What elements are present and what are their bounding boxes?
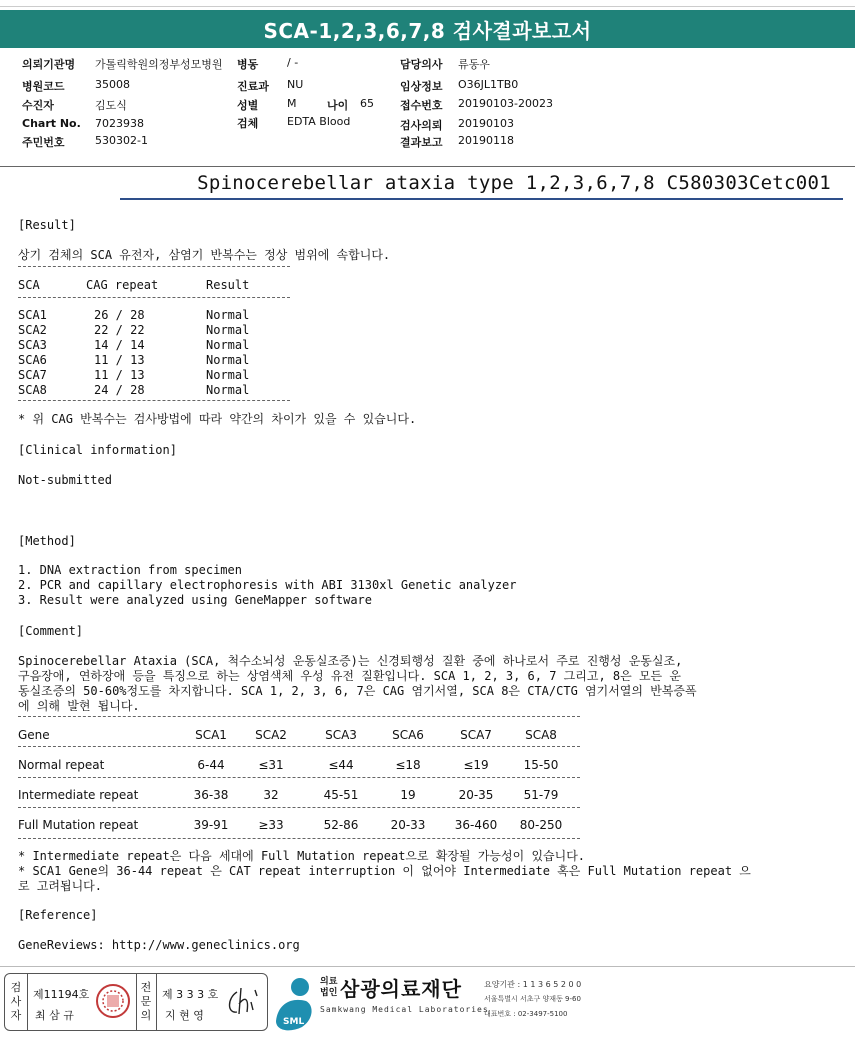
gene-header-cell: SCA7 xyxy=(460,728,492,742)
clinical-text: Not-submitted xyxy=(18,473,112,487)
tester-vertical: 자 xyxy=(10,1009,22,1022)
sca-name: SCA2 xyxy=(18,323,47,337)
hospital-code-label: 병원코드 xyxy=(22,80,65,93)
gene-row-label: Normal repeat xyxy=(18,758,105,772)
divider xyxy=(136,974,137,1030)
age-label: 나이 xyxy=(327,99,349,112)
banner-underline xyxy=(120,198,843,200)
cag-repeat-value: 14 / 14 xyxy=(94,338,145,352)
divider xyxy=(18,266,290,267)
chart-label: Chart No. xyxy=(22,117,81,130)
gene-row-cell: 39-91 xyxy=(193,818,229,832)
org-type-2: 법인 xyxy=(320,988,338,998)
gene-row-cell: 80-250 xyxy=(519,818,563,832)
result-header: [Result] xyxy=(18,218,76,232)
result-status: Normal xyxy=(206,353,250,367)
specimen-value: EDTA Blood xyxy=(287,115,351,128)
gene-row-cell: 36-38 xyxy=(193,788,229,802)
report-title: SCA-1,2,3,6,7,8 검사결과보고서 xyxy=(263,18,592,43)
chart-value: 7023938 xyxy=(95,117,144,130)
gene-header-cell: SCA3 xyxy=(325,728,357,742)
ward-label: 병동 xyxy=(237,58,259,71)
top-rule xyxy=(0,6,855,7)
receipt-label: 접수번호 xyxy=(400,99,443,112)
report-date-value: 20190118 xyxy=(458,134,514,147)
org-phone: 대표번호 : 02-3497-5100 xyxy=(484,1010,568,1018)
gene-row-cell: 51-79 xyxy=(523,788,559,802)
gene-row-label: Full Mutation repeat xyxy=(18,818,139,832)
clinical-value: O36JL1TB0 xyxy=(458,78,519,91)
signature xyxy=(223,984,263,1020)
sml-logo xyxy=(270,975,318,1031)
divider xyxy=(18,838,580,839)
cag-repeat-value: 24 / 28 xyxy=(94,383,145,397)
gene-header-label: Gene xyxy=(18,728,50,742)
method-item: 1. DNA extraction from specimen xyxy=(18,563,242,577)
receipt-value: 20190103-20023 xyxy=(458,97,553,110)
gene-header-cell: SCA2 xyxy=(255,728,287,742)
ward-value: / - xyxy=(287,56,299,69)
org-code: 요양기관 : 1 1 3 6 5 2 0 0 xyxy=(484,980,582,989)
gene-row-label: Intermediate repeat xyxy=(18,788,139,802)
comment-line: 에 의해 발현 됩니다. xyxy=(18,699,140,713)
patient-label: 수진자 xyxy=(22,99,54,112)
seal-stamp xyxy=(93,980,133,1022)
result-note: * 위 CAG 반복수는 검사방법에 따라 약간의 차이가 있을 수 있습니다. xyxy=(18,412,417,426)
result-status: Normal xyxy=(206,368,250,382)
patient-value: 김도식 xyxy=(95,99,127,112)
comment-line: Spinocerebellar Ataxia (SCA, 척수소뇌성 운동실조증)는 신경퇴행성 질환 중에 하나로서 주로 진행성 운동실조, xyxy=(18,654,683,668)
divider xyxy=(18,746,580,747)
divider xyxy=(156,974,157,1030)
gene-row-cell: 6-44 xyxy=(197,758,225,772)
request-value: 20190103 xyxy=(458,117,514,130)
gene-header-cell: SCA8 xyxy=(525,728,557,742)
divider xyxy=(18,777,580,778)
doctor-label: 담당의사 xyxy=(400,58,443,71)
report-title-bar xyxy=(0,10,855,48)
col-sca: SCA xyxy=(18,278,40,292)
cag-repeat-value: 11 / 13 xyxy=(94,368,145,382)
result-status: Normal xyxy=(206,338,250,352)
comment-header: [Comment] xyxy=(18,624,84,638)
divider xyxy=(18,400,290,401)
doctor-vertical: 의 xyxy=(140,1009,152,1022)
gene-row-cell: ≤31 xyxy=(258,758,284,772)
col-result: Result xyxy=(206,278,250,292)
col-cag: CAG repeat xyxy=(86,278,159,292)
gene-row-cell: ≥33 xyxy=(258,818,284,832)
gene-row-cell: 20-35 xyxy=(458,788,494,802)
sex-value: M xyxy=(287,97,297,110)
tester-vertical: 검 xyxy=(10,981,22,994)
id-label: 주민번호 xyxy=(22,136,65,149)
method-item: 3. Result were analyzed using GeneMapper software xyxy=(18,593,373,607)
divider xyxy=(18,807,580,808)
gene-row-cell: 36-460 xyxy=(454,818,498,832)
result-status: Normal xyxy=(206,308,250,322)
test-banner-text: Spinocerebellar ataxia type 1,2,3,6,7,8 C580303Cetc001 xyxy=(197,172,831,194)
cag-repeat-value: 22 / 22 xyxy=(94,323,145,337)
method-header: [Method] xyxy=(18,534,76,548)
dept-label: 진료과 xyxy=(237,80,269,93)
hospital-code-value: 35008 xyxy=(95,78,130,91)
sca-name: SCA3 xyxy=(18,338,47,352)
reference-link[interactable]: GeneReviews: http://www.geneclinics.org xyxy=(18,938,300,952)
gene-row-cell: 45-51 xyxy=(323,788,359,802)
gene-row-cell: 19 xyxy=(400,788,416,802)
specimen-label: 검체 xyxy=(237,117,259,130)
doctor-vertical: 문 xyxy=(140,995,152,1008)
gene-header-cell: SCA6 xyxy=(392,728,424,742)
org-address: 서울특별시 서초구 양재동 9-60 xyxy=(484,995,581,1003)
logo-text: SML xyxy=(283,1017,305,1027)
report-date-label: 결과보고 xyxy=(400,136,443,149)
gene-row-cell: ≤18 xyxy=(395,758,421,772)
doctor-license: 제 3 3 3 호 xyxy=(162,988,219,1001)
tester-license: 제11194호 xyxy=(33,988,90,1001)
gene-row-cell: ≤44 xyxy=(328,758,354,772)
org-type-1: 의료 xyxy=(320,977,338,987)
request-label: 검사의뢰 xyxy=(400,119,443,132)
gene-row-cell: 20-33 xyxy=(390,818,426,832)
institution-label: 의뢰기관명 xyxy=(22,58,76,71)
clinical-label: 임상정보 xyxy=(400,80,443,93)
divider xyxy=(27,974,28,1030)
test-banner xyxy=(0,170,855,200)
result-summary: 상기 검체의 SCA 유전자, 삼염기 반복수는 정상 범위에 속합니다. xyxy=(18,248,391,262)
footer xyxy=(0,966,855,1039)
org-type xyxy=(320,977,337,999)
sca-name: SCA7 xyxy=(18,368,47,382)
result-status: Normal xyxy=(206,383,250,397)
doctor-name: 지 현 영 xyxy=(165,1009,204,1022)
footnote: * Intermediate repeat은 다음 세대에 Full Mutation repeat으로 확장될 가능성이 있습니다. xyxy=(18,849,586,863)
age-value: 65 xyxy=(360,97,374,110)
cag-repeat-value: 11 / 13 xyxy=(94,353,145,367)
clinical-header: [Clinical information] xyxy=(18,443,177,457)
id-value: 530302-1 xyxy=(95,134,148,147)
doctor-vertical: 전 xyxy=(140,981,152,994)
sca-name: SCA1 xyxy=(18,308,47,322)
signature-box xyxy=(4,973,268,1031)
tester-name: 최 삼 규 xyxy=(35,1009,74,1022)
sca-name: SCA6 xyxy=(18,353,47,367)
result-status: Normal xyxy=(206,323,250,337)
org-name: 삼광의료재단 xyxy=(340,977,462,1001)
footnote: * SCA1 Gene의 36-44 repeat 은 CAT repeat interruption 이 없어야 Intermediate 혹은 Full Mutation repeat 으 xyxy=(18,864,751,878)
sex-label: 성별 xyxy=(237,99,259,112)
doctor-value: 류동우 xyxy=(458,58,490,71)
reference-header: [Reference] xyxy=(18,908,98,922)
divider xyxy=(18,716,580,717)
patient-info-panel xyxy=(0,50,855,167)
sca-name: SCA8 xyxy=(18,383,47,397)
footnote: 로 고려됩니다. xyxy=(18,879,103,893)
gene-row-cell: ≤19 xyxy=(463,758,489,772)
dept-value: NU xyxy=(287,78,304,91)
comment-line: 구음장애, 연하장애 등을 특징으로 하는 상염색체 우성 유전 질환입니다. SCA 1, 2, 3, 6, 7 그리고, 8은 모든 운 xyxy=(18,669,681,683)
divider xyxy=(18,297,290,298)
institution-value: 가톨릭학원의정부성모병원 xyxy=(95,58,223,71)
gene-row-cell: 32 xyxy=(263,788,279,802)
method-item: 2. PCR and capillary electrophoresis with ABI 3130xl Genetic analyzer xyxy=(18,578,517,592)
gene-row-cell: 15-50 xyxy=(523,758,559,772)
org-english: Samkwang Medical Laboratories xyxy=(320,1005,489,1014)
gene-header-cell: SCA1 xyxy=(195,728,227,742)
cag-repeat-value: 26 / 28 xyxy=(94,308,145,322)
tester-vertical: 사 xyxy=(10,995,22,1008)
gene-row-cell: 52-86 xyxy=(323,818,359,832)
comment-line: 동실조증의 50-60%정도를 차지합니다. SCA 1, 2, 3, 6, 7은 CAG 염기서열, SCA 8은 CTA/CTG 염기서열의 반복증폭 xyxy=(18,684,697,698)
